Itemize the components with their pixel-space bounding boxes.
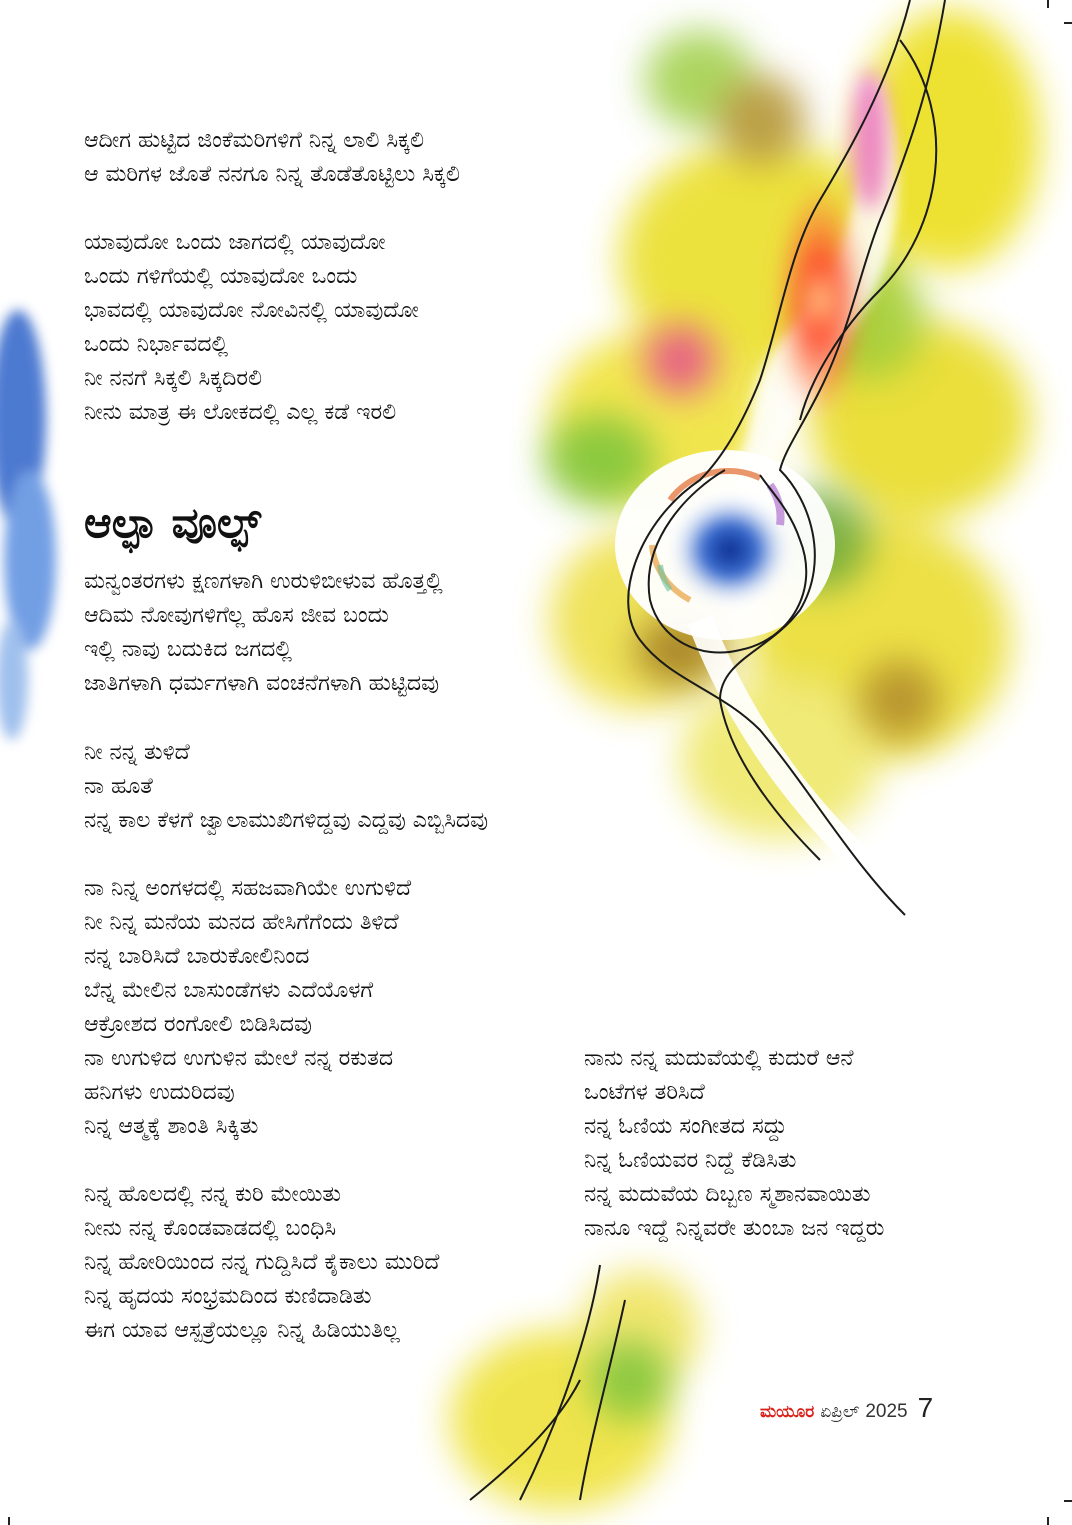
poem-stanza-3 bbox=[84, 565, 443, 701]
poem-line: ನೀ ನನ್ನ ತುಳಿದೆ bbox=[84, 740, 190, 765]
poem-line: ನಿನ್ನ ಓಣಿಯವರ ನಿದ್ದೆ ಕೆಡಿಸಿತು bbox=[584, 1148, 797, 1173]
poem-line: ಒಂದು ನಿರ್ಭಾವದಲ್ಲಿ bbox=[84, 332, 229, 357]
poem-line: ಹನಿಗಳು ಉದುರಿದವು bbox=[84, 1080, 235, 1105]
poem-line: ನಾ ನಿನ್ನ ಅಂಗಳದಲ್ಲಿ ಸಹಜವಾಗಿಯೇ ಉಗುಳಿದೆ bbox=[84, 876, 412, 901]
crop-mark bbox=[1064, 1500, 1072, 1502]
poem-line: ನೀನು ಮಾತ್ರ ಈ ಲೋಕದಲ್ಲಿ ಎಲ್ಲ ಕಡೆ ಇರಲಿ bbox=[84, 400, 397, 425]
poem-line: ನನ್ನ ಬಾರಿಸಿದೆ ಬಾರುಕೋಲಿನಿಂದ bbox=[84, 944, 310, 969]
crop-mark bbox=[1047, 1517, 1049, 1525]
poem-line: ನೀನು ನನ್ನ ಕೊಂಡವಾಡದಲ್ಲಿ ಬಂಧಿಸಿ bbox=[84, 1216, 337, 1241]
page-footer bbox=[760, 1392, 933, 1428]
crop-mark bbox=[8, 1517, 10, 1525]
poem-line: ಆ ಮರಿಗಳ ಜೊತೆ ನನಗೂ ನಿನ್ನ ತೊಡೆತೊಟ್ಟಿಲು ಸಿಕ್ಕಲಿ bbox=[84, 162, 460, 187]
poem-line: ಒಂಟೆಗಳ ತರಿಸಿದೆ bbox=[584, 1080, 705, 1105]
poem-line: ನಿನ್ನ ಹೋರಿಯಿಂದ ನನ್ನ ಗುದ್ದಿಸಿದೆ ಕೈಕಾಲು ಮುರಿದೆ bbox=[84, 1250, 440, 1275]
crop-mark bbox=[1064, 22, 1072, 24]
poem-line: ನಾನು ನನ್ನ ಮದುವೆಯಲ್ಲಿ ಕುದುರೆ ಆನೆ bbox=[584, 1046, 854, 1071]
poem-line: ನನ್ನ ಓಣಿಯ ಸಂಗೀತದ ಸದ್ದು bbox=[584, 1114, 787, 1139]
poem-stanza-1 bbox=[84, 124, 460, 192]
poem-line: ಒಂದು ಗಳಿಗೆಯಲ್ಲಿ ಯಾವುದೋ ಒಂದು bbox=[84, 264, 358, 289]
poem-line: ನಾ ಹೂತೆ bbox=[84, 774, 153, 799]
issue-year: 2025 bbox=[865, 1401, 908, 1422]
poem-stanza-7 bbox=[584, 1042, 884, 1246]
issue-month: ಏಪ್ರಿಲ್ bbox=[820, 1402, 860, 1422]
poem-line: ಮನ್ವಂತರಗಳು ಕ್ಷಣಗಳಾಗಿ ಉರುಳಿಬೀಳುವ ಹೊತ್ತಲ್ಲಿ bbox=[84, 569, 443, 594]
poem-line: ಆದಿಮ ನೋವುಗಳಿಗೆಲ್ಲ ಹೊಸ ಜೀವ ಬಂದು bbox=[84, 603, 389, 628]
crop-mark bbox=[1047, 0, 1049, 8]
poem-line: ಭಾವದಲ್ಲಿ ಯಾವುದೋ ನೋವಿನಲ್ಲಿ ಯಾವುದೋ bbox=[84, 298, 419, 323]
magazine-logo: ಮಯೂರ bbox=[760, 1402, 815, 1422]
poem-line: ಯಾವುದೋ ಒಂದು ಜಾಗದಲ್ಲಿ ಯಾವುದೋ bbox=[84, 230, 386, 255]
poem-line: ಈಗ ಯಾವ ಆಸ್ಪತ್ರೆಯಲ್ಲೂ ನಿನ್ನ ಹಿಡಿಯುತಿಲ್ಲ bbox=[84, 1318, 400, 1343]
poem-line: ನೀ ನನಗೆ ಸಿಕ್ಕಲಿ ಸಿಕ್ಕದಿರಲಿ bbox=[84, 366, 263, 391]
poem-line: ನಿನ್ನ ಆತ್ಮಕ್ಕೆ ಶಾಂತಿ ಸಿಕ್ಕಿತು bbox=[84, 1114, 259, 1139]
poem-line: ನನ್ನ ಮದುವೆಯ ದಿಬ್ಬಣ ಸ್ಮಶಾನವಾಯಿತು bbox=[584, 1182, 871, 1207]
poem-line: ಜಾತಿಗಳಾಗಿ ಧರ್ಮಗಳಾಗಿ ವಂಚನೆಗಳಾಗಿ ಹುಟ್ಟಿದವು bbox=[84, 671, 440, 696]
poem-line: ನಿನ್ನ ಹೊಲದಲ್ಲಿ ನನ್ನ ಕುರಿ ಮೇಯಿತು bbox=[84, 1182, 342, 1207]
poem-line: ನಾನೂ ಇದ್ದೆ ನಿನ್ನವರೇ ತುಂಬಾ ಜನ ಇದ್ದರು bbox=[584, 1216, 885, 1241]
poem-line: ನನ್ನ ಕಾಲ ಕೆಳಗೆ ಜ್ವಾಲಾಮುಖಿಗಳಿದ್ದವು ಎದ್ದವು ಎಬ್ಬಿಸಿದವು bbox=[84, 808, 489, 833]
poem-line: ನಿನ್ನ ಹೃದಯ ಸಂಭ್ರಮದಿಂದ ಕುಣಿದಾಡಿತು bbox=[84, 1284, 372, 1309]
page-number: 7 bbox=[917, 1392, 934, 1423]
poem-line: ನಾ ಉಗುಳಿದ ಉಗುಳಿನ ಮೇಲೆ ನನ್ನ ರಕುತದ bbox=[84, 1046, 394, 1071]
poem-stanza-4 bbox=[84, 736, 488, 838]
poem-title: ಆಲ್ಫಾ ವೂಲ್ಫ್ bbox=[84, 498, 261, 547]
poem-line: ಆಕ್ರೋಶದ ರಂಗೋಲಿ ಬಿಡಿಸಿದವು bbox=[84, 1012, 312, 1037]
poem-line: ಆದೀಗ ಹುಟ್ಟಿದ ಜಿಂಕೆಮರಿಗಳಿಗೆ ನಿನ್ನ ಲಾಲಿ ಸಿಕ್ಕಲಿ bbox=[84, 128, 425, 153]
poem-stanza-6 bbox=[84, 1178, 439, 1348]
poem-stanza-2 bbox=[84, 226, 419, 430]
poem-line: ಬೆನ್ನ ಮೇಲಿನ ಬಾಸುಂಡೆಗಳು ಎದೆಯೊಳಗೆ bbox=[84, 978, 374, 1003]
poem-line: ಇಲ್ಲಿ ನಾವು ಬದುಕಿದ ಜಗದಲ್ಲಿ bbox=[84, 637, 292, 662]
poem-stanza-5 bbox=[84, 872, 411, 1144]
poem-line: ನೀ ನಿನ್ನ ಮನೆಯ ಮನದ ಹೇಸಿಗೆಗೆಂದು ತಿಳಿದೆ bbox=[84, 910, 399, 935]
